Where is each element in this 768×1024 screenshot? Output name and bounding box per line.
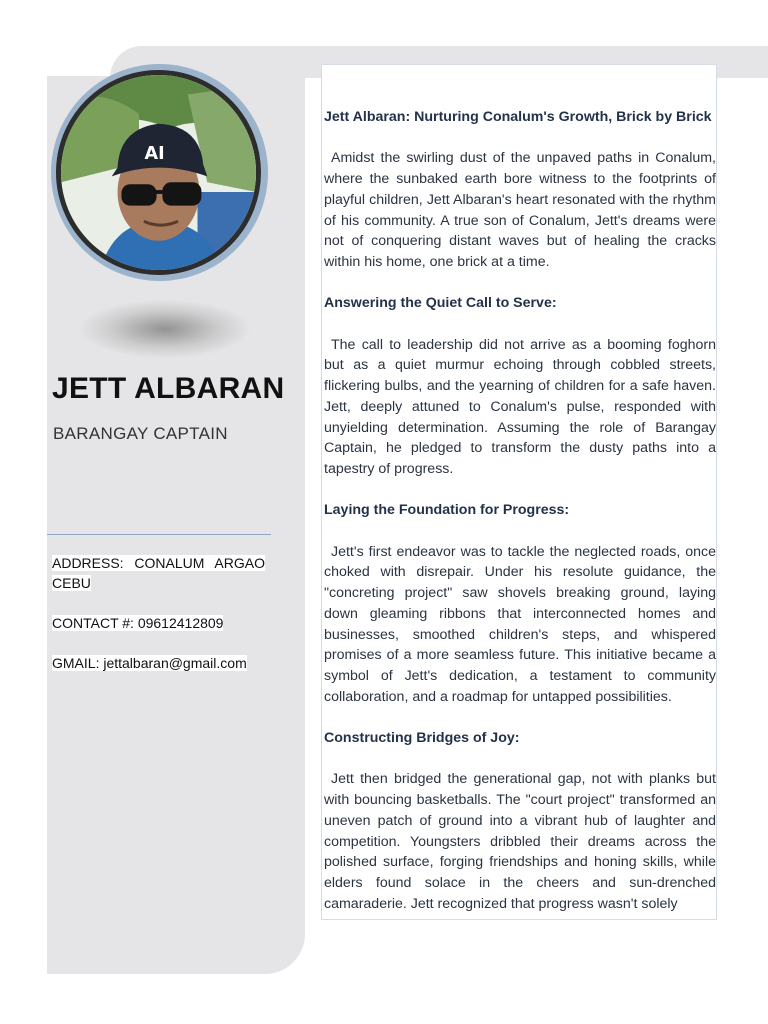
- section-heading: Answering the Quiet Call to Serve:: [324, 295, 557, 312]
- email-value: GMAIL: jettalbaran@gmail.com: [52, 655, 247, 671]
- cap-logo: AI: [144, 143, 165, 164]
- contact-number: [52, 613, 265, 633]
- email-text: [52, 653, 265, 673]
- address-value: ADDRESS: CONALUM ARGAO CEBU: [52, 555, 265, 591]
- profile-role: BARANGAY CAPTAIN: [53, 424, 228, 443]
- section-text: Jett's first endeavor was to tackle the neglected roads, once choked with disrepair. Under his resolute guidance, the "concreting project" saw shovels breaking ground, laying down gleaming ribbons that interconnected homes and businesses, smoothed children's steps, and whispered promises of a more seamless future. This initiative became a symbol of Jett's dedication, a testament to community collaboration, and a roadmap for untapped possibilities.: [324, 543, 716, 705]
- article-body: [324, 107, 716, 920]
- article-column: [321, 64, 717, 920]
- article-intro: Amidst the swirling dust of the unpaved paths in Conalum, where the sunbaked earth bore witness to the footprints of playful children, Jett Albaran's heart resonated with the rhythm of his community. A true son of Conalum, Jett's dreams were not of conquering distant waves but of healing the cracks within his home, one brick at a time.: [324, 150, 716, 270]
- address-text: [52, 553, 265, 593]
- section-text: Jett then bridged the generational gap, not with planks but with bouncing basketballs. The "court project" transformed an uneven patch of ground into a vibrant hub of laughter and competition. Youngsters dribbled their dreams across the polished surface, forging friendships and honing skills, while elders found solace in the cheers and sun-drenched camaraderie. Jett recognized that progress wasn't solely: [324, 771, 716, 912]
- section-text: The call to leadership did not arrive as a booming foghorn but as a quiet murmur echoing through cobbled streets, flickering bulbs, and the yearning of children for a safe haven. Jett, deeply attuned to Conalum's pulse, responded with unyielding determination. Assuming the role of Barangay Captain, he pledged to transform the dusty paths into a tapestry of progress.: [324, 336, 716, 477]
- section-heading: Laying the Foundation for Progress:: [324, 502, 570, 519]
- article-title: Jett Albaran: Nurturing Conalum's Growth, Brick by Brick: [324, 109, 712, 125]
- profile-name: JETT ALBARAN: [52, 372, 285, 405]
- person-photo-icon: [61, 75, 256, 270]
- avatar: [56, 70, 261, 275]
- section-heading: Constructing Bridges of Joy:: [324, 730, 520, 746]
- decorative-shadow: [80, 300, 250, 358]
- phone-value: CONTACT #: 09612412809: [52, 615, 224, 631]
- divider: [47, 534, 271, 535]
